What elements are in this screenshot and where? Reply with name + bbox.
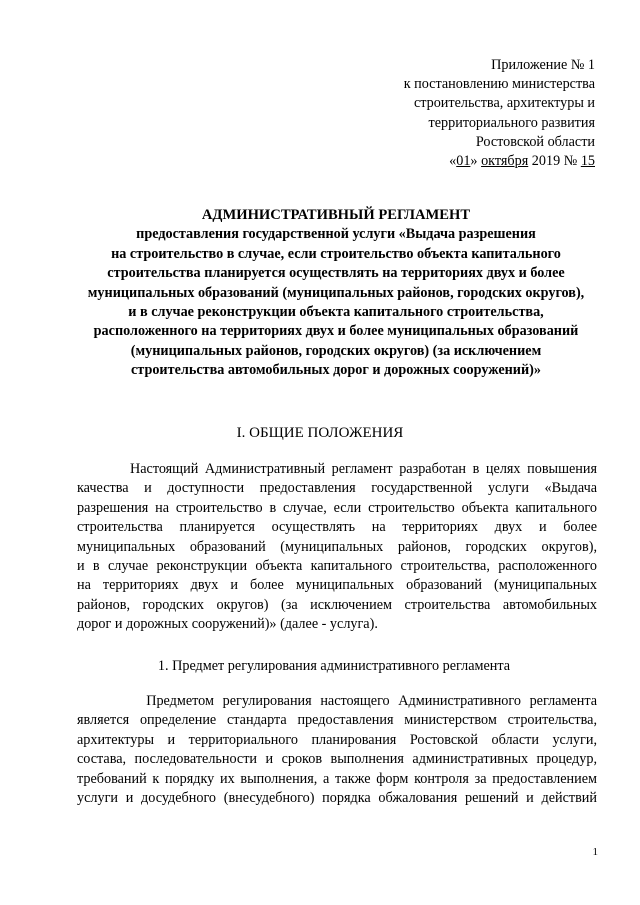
paragraph-line: услуги и досудебного (внесудебного) порядка обжалования решений и действий [77,790,597,807]
date-year: 2019 № [528,153,581,170]
paragraph-line: на территориях двух и более муниципальных образований (муниципальных [77,577,597,594]
paragraph-line: является определение стандарта предоставления министерством строительства, [77,712,597,729]
paragraph-line: разрешения на строительство в случае, если строительство объекта капитального [77,499,597,516]
paragraph-line: Настоящий Административный регламент разработан в целях повышения [77,461,597,477]
title-line: (муниципальных районов, городских округов) (за исключением [130,342,542,359]
paragraph-line: качества и доступности предоставления государственной услуги «Выдача [77,480,597,497]
appendix-date-line [404,152,595,171]
title-line: предоставления государственной услуги «Выдача разрешения [136,226,536,243]
appendix-line: к постановлению министерства [403,76,595,93]
title-line: на строительство в случае, если строительство объекта капитального [111,245,561,262]
document-title [56,206,616,381]
appendix-header [404,56,595,171]
date-mid: » [470,153,482,170]
section-heading: I. ОБЩИЕ ПОЛОЖЕНИЯ [236,425,404,441]
paragraph-line: и в случае реконструкции объекта капитального строительства, расположенного [77,558,597,575]
title-main: АДМИНИСТРАТИВНЫЙ РЕГЛАМЕНТ [201,207,471,223]
date-day: 01 [456,153,471,170]
title-line: строительства автомобильных дорог и дорожных сооружений)» [131,362,541,379]
subsection-heading: 1. Предмет регулирования административного регламента [157,658,511,674]
appendix-line: Ростовской области [475,133,595,150]
subsection-paragraph [77,692,597,808]
document-number: 15 [580,153,595,170]
date-month: октября [481,153,529,170]
paragraph-line: строительства планируется осуществлять на территориях двух и более [77,519,597,536]
title-line: расположенного на территориях двух и более муниципальных образований [93,323,579,340]
appendix-line: территориального развития [428,114,595,131]
appendix-line: Приложение № 1 [491,57,595,73]
page-number: 1 [592,846,598,858]
title-line: строительства планируется осуществлять на территориях двух и более [107,265,565,282]
paragraph-line: архитектуры и территориального планирования Ростовской области услуги, [77,731,597,748]
paragraph-line: муниципальных образований (муниципальных районов, городских округов), [77,538,597,555]
title-line: муниципальных образований (муниципальных районов, городских округов), [87,284,585,301]
paragraph-line: состава, последовательности и сроков выполнения административных процедур, [77,751,597,768]
appendix-line: строительства, архитектуры и [413,95,595,112]
paragraph-line: Предметом регулирования настоящего Административного регламента [77,693,597,709]
section-paragraph [77,460,597,635]
paragraph-line: дорог и дорожных сооружений)» (далее - услуга). [77,616,378,633]
paragraph-line: требований к порядку их выполнения, а также форм контроля за предоставлением [77,770,597,787]
paragraph-line: районов, городских округов) (за исключением строительства автомобильных [77,596,597,613]
date-prefix: « [449,153,457,170]
title-line: и в случае реконструкции объекта капитального строительства, [128,304,544,321]
